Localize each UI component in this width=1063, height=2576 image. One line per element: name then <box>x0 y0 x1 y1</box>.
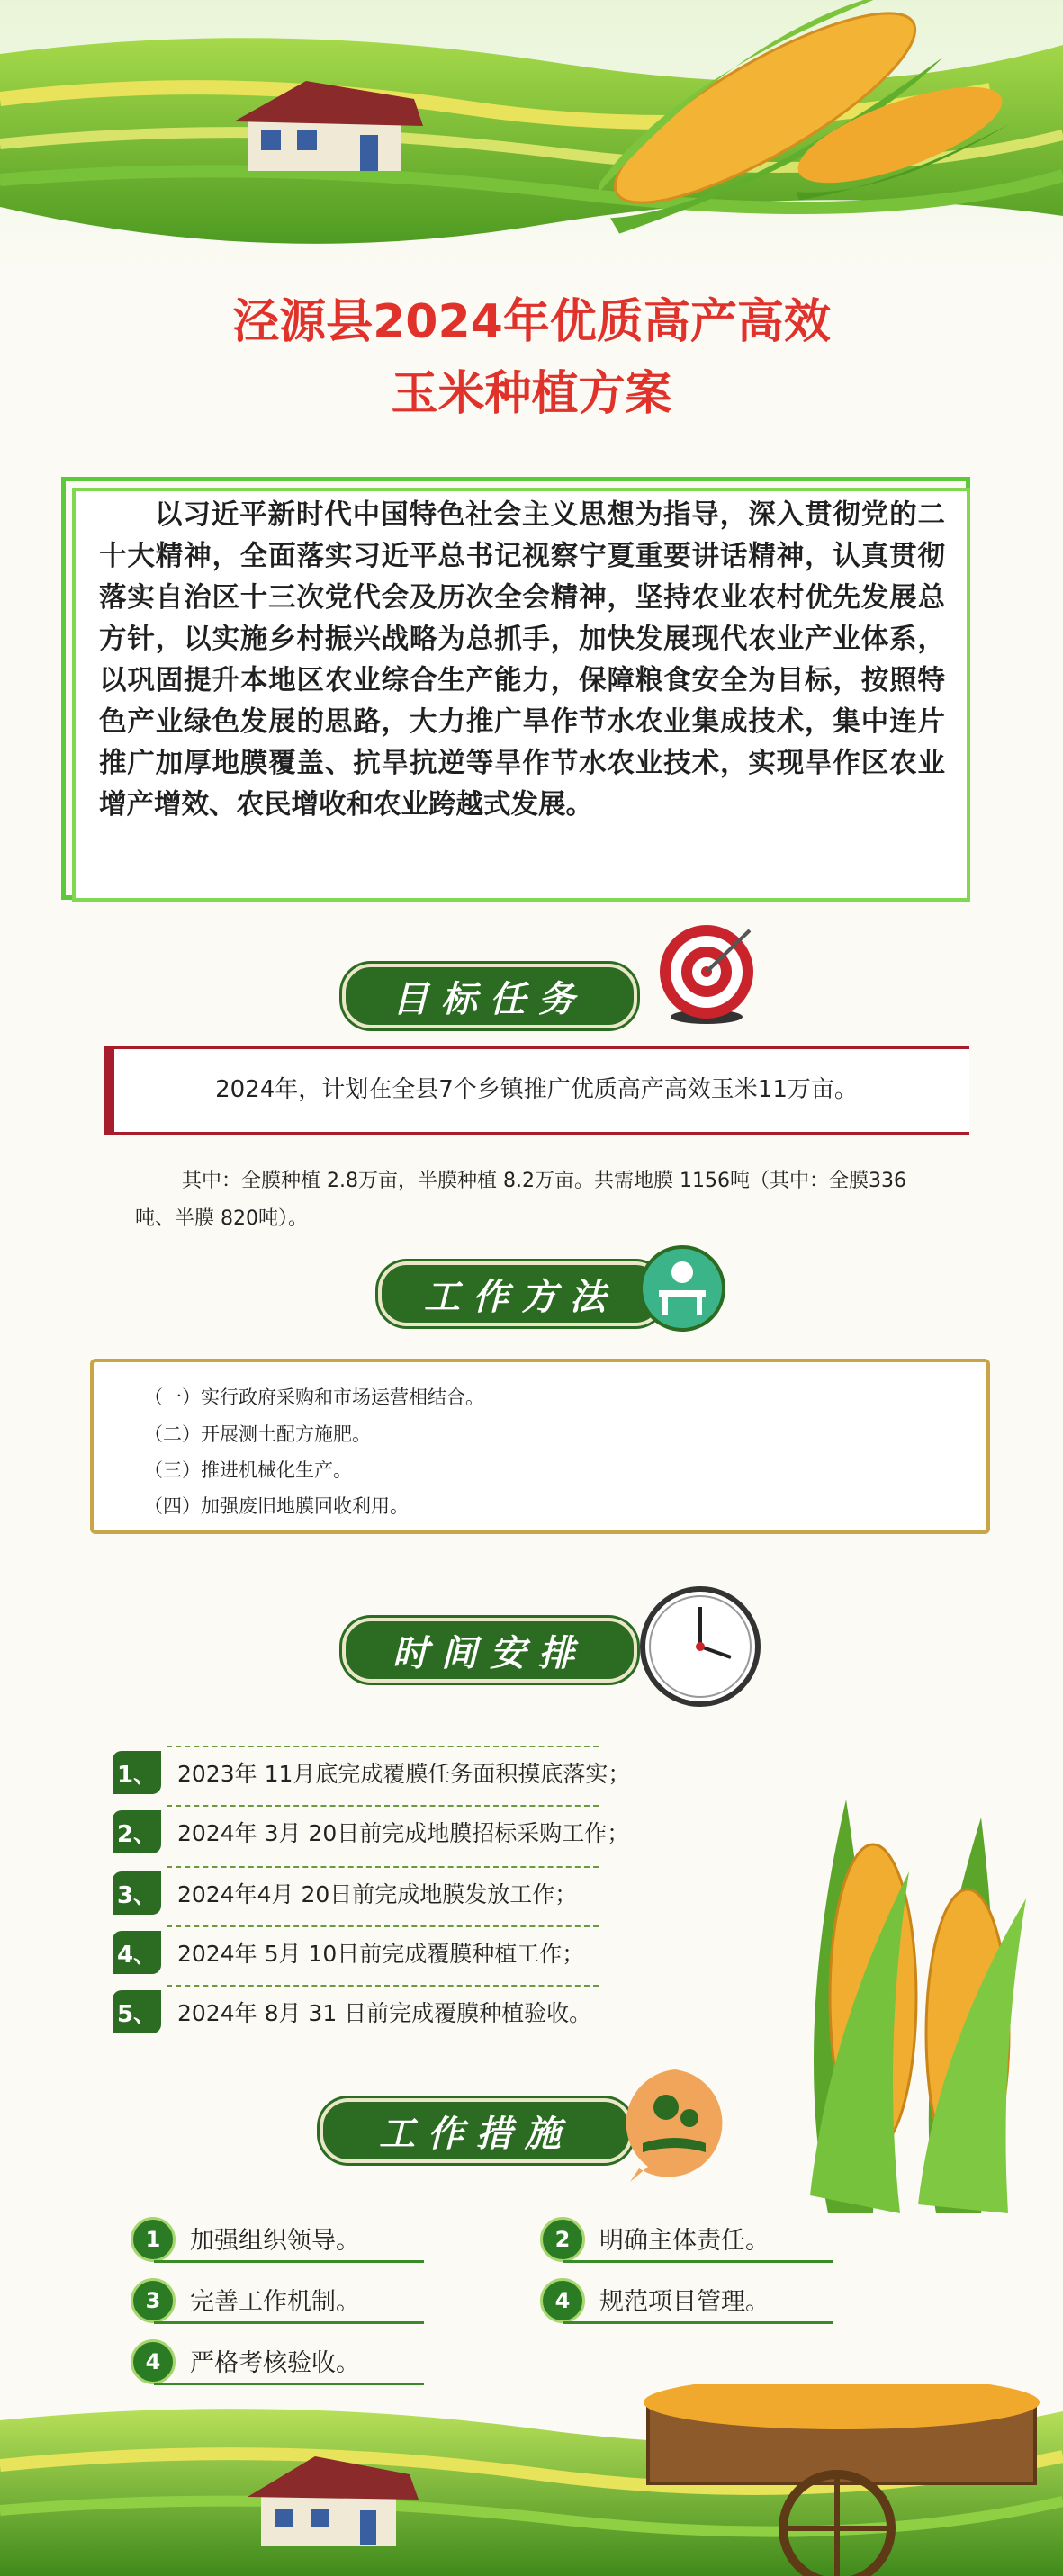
measure-item <box>131 2278 455 2323</box>
schedule-text: 2024年4月 20日前完成地膜发放工作； <box>177 1881 578 1907</box>
schedule-text: 2023年 11月底完成覆膜任务面积摸底落实； <box>177 1761 631 1787</box>
method-item: （二）开展测土配方施肥。 <box>144 1423 371 1445</box>
schedule-row <box>113 1990 617 2035</box>
method-item: （三）推进机械化生产。 <box>144 1459 352 1481</box>
schedule-text: 2024年 8月 31 日前完成覆膜种植验收。 <box>177 2000 592 2026</box>
title-line-2: 玉米种植方案 <box>391 367 672 421</box>
page-title <box>0 286 1063 430</box>
method-item: （四）加强废旧地膜回收利用。 <box>144 1495 409 1517</box>
section-banner <box>320 2098 633 2163</box>
gear-hand-icon <box>612 2060 738 2186</box>
intro-paragraph: 以习近平新时代中国特色社会主义思想为指导，深入贯彻党的二十大精神，全面落实习近平总书记视察宁夏重要讲话精神，认真贯彻落实自治区十三次党代会及历次全会精神，坚持农业农村优先发展总方针，以实施乡村振兴战略为总抓手，加快发展现代农业产业体系，以巩固提升本地区农业综合生产能力，保障粮食安全为目标，按照特色产业绿色发展的思路，大力推广旱作节水农业集成技术，集中连片推广加厚地膜覆盖、抗旱抗逆等旱作节水农业技术，实现旱作区农业增产增效、农民增收和农业跨越式发展。 <box>99 499 945 821</box>
schedule-text: 2024年 3月 20日前完成地膜招标采购工作； <box>177 1820 630 1846</box>
measure-text: 严格考核验收。 <box>190 2349 360 2377</box>
schedule-row <box>113 1871 617 1916</box>
schedule-num: 1、 <box>113 1751 161 1794</box>
schedule-row <box>113 1810 630 1855</box>
section-title: 工作措施 <box>379 2112 573 2155</box>
schedule-num: 4、 <box>113 1931 161 1974</box>
section-title: 目标任务 <box>392 977 587 1020</box>
schedule-num: 5、 <box>113 1990 161 2033</box>
section-banner <box>342 964 637 1028</box>
measure-text: 加强组织领导。 <box>190 2227 360 2255</box>
schedule-row <box>113 1931 617 1976</box>
schedule-num: 3、 <box>113 1871 161 1915</box>
measure-num: 1 <box>131 2217 176 2262</box>
top-farm-illustration <box>0 0 1063 270</box>
measure-item <box>131 2339 455 2384</box>
title-line-1: 泾源县2024年优质高产高效 <box>232 295 831 349</box>
schedule-text: 2024年 5月 10日前完成覆膜种植工作； <box>177 1941 585 1967</box>
section-banner <box>342 1618 637 1683</box>
measure-item <box>540 2217 864 2262</box>
section-title: 工作方法 <box>424 1275 618 1318</box>
section-banner <box>378 1261 664 1326</box>
clock-icon <box>637 1584 763 1710</box>
measure-num: 3 <box>131 2278 176 2323</box>
method-item: （一）实行政府采购和市场运营相结合。 <box>144 1387 484 1408</box>
bottom-farm-illustration <box>0 2384 1063 2576</box>
target-detail-text: 其中：全膜种植 2.8万亩，半膜种植 8.2万亩。共需地膜 1156吨（其中：全膜336吨、半膜 820吨）。 <box>135 1170 906 1230</box>
measure-num: 4 <box>540 2278 585 2323</box>
measure-text: 完善工作机制。 <box>190 2288 360 2316</box>
section-title: 时间安排 <box>392 1631 587 1674</box>
schedule-row <box>113 1751 631 1796</box>
measure-text: 规范项目管理。 <box>599 2288 770 2316</box>
measure-text: 明确主体责任。 <box>599 2227 770 2255</box>
measure-num: 2 <box>540 2217 585 2262</box>
target-main-text: 2024年，计划在全县7个乡镇推广优质高产高效玉米11万亩。 <box>215 1076 858 1103</box>
desk-icon <box>637 1243 727 1333</box>
measure-num: 4 <box>131 2339 176 2384</box>
target-icon <box>653 918 761 1026</box>
schedule-num: 2、 <box>113 1810 161 1853</box>
measure-item <box>540 2278 864 2323</box>
measure-item <box>131 2217 455 2262</box>
corn-illustration <box>774 1764 1053 2231</box>
